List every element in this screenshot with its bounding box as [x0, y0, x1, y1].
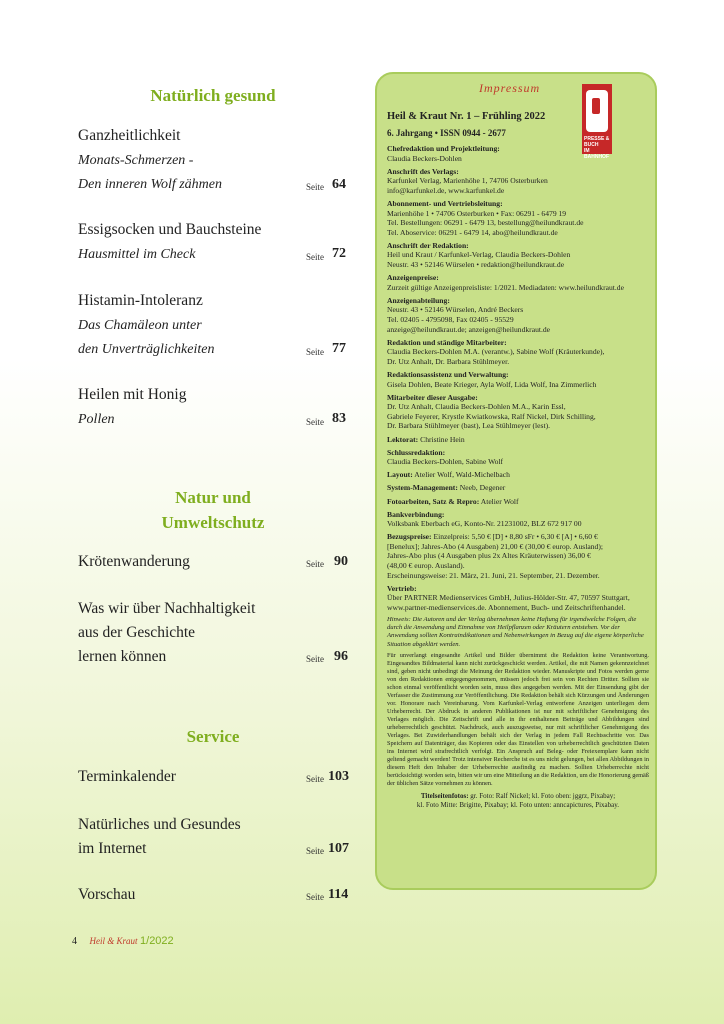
block-line: Erscheinungsweise: 21. März, 21. Juni, 21. September, 21. Dezember. [387, 570, 600, 580]
block-label: Schlussredaktion: [387, 447, 446, 457]
impressum-inline-block [387, 497, 649, 507]
bank-block [387, 510, 649, 529]
section-title-line: Natur und [175, 488, 251, 507]
footer-issue: 1/2022 [140, 935, 174, 947]
toc-subtitle: Den inneren Wolf zähmen [78, 177, 222, 192]
block-label: Titelseitenfotos: [420, 791, 469, 800]
logo-text: IM BAHNHOF [584, 148, 609, 160]
page-number: 114 [328, 887, 349, 902]
logo-text: PRESSE & BUCH [584, 136, 610, 148]
block-line: Christine Hein [420, 434, 465, 444]
impressum-block [387, 448, 649, 467]
section-title-service: Service [186, 727, 240, 746]
section-title-natuerlich-gesund: Natürlich gesund [150, 86, 276, 105]
block-label: System-Management: [387, 483, 458, 493]
toc-subtitle: Pollen [78, 412, 115, 427]
impressum-block [387, 199, 649, 237]
page-number: 64 [332, 177, 346, 192]
block-line: Zurzeit gültige Anzeigenpreisliste: 1/2021. Mediadaten: www.heilundkraut.de [387, 282, 624, 292]
page-number: 96 [334, 649, 348, 664]
block-label: Fotoarbeiten, Satz & Repro: [387, 496, 480, 506]
seite-label: Seite [306, 654, 324, 664]
seite-label: Seite [306, 774, 324, 784]
block-label: Bezugspreise: [387, 532, 432, 542]
block-line: Dr. Barbara Stühlmeyer (bast), Lea Stühlmeyer (lest). [387, 421, 551, 431]
toc-title: Krötenwanderung [78, 553, 190, 570]
seite-label: Seite [306, 252, 324, 262]
seite-label: Seite [306, 892, 324, 902]
block-label: Anzeigenabteilung: [387, 295, 450, 305]
legal-text: Für unverlangt eingesandte Artikel und Bilder übernimmt die Redaktion keine Verantwortung. Eingesandtes Bildmaterial kann nicht zurückgeschickt werden. Artikel, die mit Namen gekennzeichnet sind, geben nicht unbedingt die Meinung der Redaktion wieder. Manuskripte und Fotos werden gerne von den Redaktionen entgegengenommen, müssen jedoch frei sein von Rechten Dritter. Sollten sie schon einmal veröffentlicht worden sein, muss dies angegeben werden. Mit der Einsendung gibt der Verfasser die Zustimmung zur Veröffentlichung. Die Redaktion behält sich Kürzungen und Änderungen vor. Honorare nach Vereinbarung. Vom Karfunkel-Verlag entworfene Anzeigen unterliegen dem Urheberrecht. Der Abdruck in anderen Publikationen ist nur mit schriftlicher Genehmigung des Verlages möglich. Die Zeitschrift und alle in ihr enthaltenen Beiträge und Abbildungen sind urheberrechtlich geschützt. Nachdruck, auch auszugsweise, nur mit schriftlicher Genehmigung des Verlages. Bei Zuwiderhandlungen behält sich der Verlag in jedem Fall Rechtsschritte vor. Das Speichern auf Datenträger, das Kopieren oder das Einstellen von urheberrechtlich geschützten Daten ins Internet wird strafrechtlich verfolgt. Ein Anspruch auf Beleg- oder Freiexemplare kann nicht geltend gemacht werden! Trotz intensiver Recherche ist es uns nicht gelungen, bei allen Abbildungen in diesem Heft den Inhaber der Urheberrechte ausfindig zu machen. Sollten Urheberrechte nicht berücksichtigt worden sein, bitten wir um eine Mitteilung an die Redaktion, um die Honorierung gemäß der üblichen Sätze vornehmen zu können. [387, 651, 649, 787]
seite-label: Seite [306, 347, 324, 357]
block-label: Bankverbindung: [387, 509, 445, 519]
block-line: Marienhöhe 1 • 74706 Osterburken • Fax: 06291 - 6479 19 [387, 208, 567, 218]
block-label: Anzeigenpreise: [387, 273, 439, 283]
impressum-title: Heil & Kraut Nr. 1 – Frühling 2022 [387, 111, 546, 122]
section-title-line: Umweltschutz [161, 513, 265, 532]
block-line: Neeb, Degener [459, 483, 506, 493]
block-label: Chefredaktion und Projektleitung: [387, 144, 500, 153]
block-line: Tel. Aboservice: 06291 - 6479 14, abo@heilundkraut.de [387, 227, 558, 237]
page-number: 107 [328, 841, 349, 856]
block-label: Redaktion und ständige Mitarbeiter: [387, 337, 507, 347]
block-label: Vertrieb: [387, 583, 417, 593]
toc-subtitle: den Unverträglichkeiten [78, 342, 215, 357]
prices-block [387, 532, 649, 580]
block-line: Tel. 02405 - 4795098, Fax 02405 - 95529 [387, 315, 514, 324]
impressum-box [375, 72, 657, 890]
block-line: Einzelpreis: 5,50 € [D] • 8,80 sFr • 6,30 € [A] • 6,60 € [433, 532, 598, 542]
block-line: gr. Foto: Ralf Nickel; kl. Foto oben: jggrz, Pixabay; [470, 791, 616, 800]
toc-title: Vorschau [78, 886, 136, 903]
vertrieb-block [387, 584, 649, 613]
impressum-body [387, 144, 649, 810]
block-label: Layout: [387, 470, 413, 480]
page-number: 77 [332, 341, 346, 356]
footer-page-number: 4 [72, 936, 77, 947]
page-footer [72, 935, 174, 947]
footer-brand-logo: Heil & Kraut [89, 936, 138, 946]
section-title-natur-umweltschutz [83, 485, 343, 535]
block-line: Claudia Beckers-Dohlen, Sabine Wolf [387, 457, 504, 467]
block-label: Anschrift der Redaktion: [387, 240, 469, 250]
block-line: Atelier Wolf [480, 496, 519, 506]
block-line: www.partner-medienservices.de. Abonnement, Buch- und Zeitschriftenhandel. [387, 602, 626, 612]
block-label: Abonnement- und Vertriebsleitung: [387, 198, 503, 208]
toc-title: Terminkalender [78, 768, 176, 785]
seite-label: Seite [306, 182, 324, 192]
toc-title: Was wir über Nachhaltigkeit [78, 600, 256, 617]
block-line: Gabriele Feyerer, Krystle Kwiatkowska, Ralf Nickel, Dirk Schilling, [387, 411, 596, 421]
block-line: Jahres-Abo plus (4 Ausgaben plus 2x Altes Kräuterwissen) 36,00 € [387, 551, 591, 561]
page-number: 90 [334, 554, 348, 569]
seite-label: Seite [306, 846, 324, 856]
block-line: Gisela Dohlen, Beate Krieger, Ayla Wolf, Lida Wolf, Ina Zimmerlich [387, 379, 597, 389]
toc-title: Natürliches und Gesundes [78, 816, 241, 833]
toc-title: Ganzheitlichkeit [78, 127, 181, 144]
block-line: Dr. Utz Anhalt, Claudia Beckers-Dohlen M.A., Karin Essl, [387, 402, 566, 412]
block-line: info@karfunkel.de, www.karfunkel.de [387, 185, 505, 195]
impressum-block [387, 393, 649, 431]
impressum-subtitle: 6. Jahrgang • ISSN 0944 - 2677 [387, 128, 506, 138]
block-line: Über PARTNER Medienservices GmbH, Julius-Hölder-Str. 47, 70597 Stuttgart, [387, 593, 630, 603]
toc-title: lernen können [78, 648, 167, 665]
block-label: Anschrift des Verlags: [387, 166, 459, 176]
toc-subtitle: Monats-Schmerzen - [78, 153, 194, 168]
impressum-block [387, 370, 649, 389]
impressum-inline-block [387, 470, 649, 480]
impressum-header: Impressum [479, 81, 541, 95]
block-line: Atelier Wolf, Wald-Michelbach [414, 470, 510, 480]
block-line: [Benelux]; Jahres-Abo (4 Ausgaben) 21,00 € (30,00 € europ. Ausland); [387, 541, 603, 551]
photo-credits [387, 792, 649, 810]
block-line: Neustr. 43 • 52146 Würselen, André Beckers [387, 305, 524, 315]
toc-title: Heilen mit Honig [78, 386, 187, 403]
page-number: 72 [332, 246, 346, 261]
block-line: Claudia Beckers-Dohlen M.A. (verantw.), Sabine Wolf (Kräuterkunde), [387, 347, 605, 357]
block-line: Dr. Utz Anhalt, Dr. Barbara Stühlmeyer. [387, 356, 510, 366]
seite-label: Seite [306, 559, 324, 569]
toc-subtitle: Hausmittel im Check [78, 247, 196, 262]
hinweis-text: Hinweis: Die Autoren und der Verlag übernehmen keine Haftung für irgendwelche Folgen, die durch die Anwendung und Einnahme von Heilpflanzen oder Kräutern entstehen. Vor der Anwendung sollten Kontraindikationen und Nebenwirkungen in Bezug auf die eigene körperliche Situation abgeklärt werden. [387, 616, 644, 648]
toc-title: aus der Geschichte [78, 624, 196, 641]
block-line: kl. Foto Mitte: Brigitte, Pixabay; kl. Foto unten: anncapictures, Pixabay. [416, 800, 620, 809]
impressum-block [387, 338, 649, 367]
impressum-block [387, 296, 649, 334]
block-line: Claudia Beckers-Dohlen [387, 153, 462, 163]
toc-subtitle: Das Chamäleon unter [78, 318, 202, 333]
toc-title: im Internet [78, 840, 147, 857]
block-line: Karfunkel Verlag, Marienhöhe 1, 74706 Osterburken [387, 176, 548, 186]
impressum-inline-block [387, 483, 649, 493]
block-line: Neustr. 43 • 52146 Würselen • redaktion@heilundkraut.de [387, 260, 565, 270]
block-line: Heil und Kraut / Karfunkel-Verlag, Claudia Beckers-Dohlen [387, 250, 571, 260]
impressum-block [387, 273, 649, 292]
block-line: Volksbank Eberbach eG, Konto-Nr. 21231002, BLZ 672 917 00 [387, 519, 582, 529]
impressum-block [387, 144, 649, 163]
seite-label: Seite [306, 417, 324, 427]
impressum-block [387, 241, 649, 270]
page-number: 103 [328, 769, 349, 784]
page-number: 83 [332, 411, 346, 426]
block-line: (48,00 € europ. Ausland). [387, 561, 465, 571]
block-label: Mitarbeiter dieser Ausgabe: [387, 392, 478, 402]
toc-title: Essigsocken und Bauchsteine [78, 221, 262, 238]
block-line: Tel. Bestellungen: 06291 - 6479 13, bestellung@heilundkraut.de [387, 218, 584, 228]
impressum-inline-block [387, 435, 649, 445]
toc-title: Histamin-Intoleranz [78, 292, 203, 309]
block-label: Lektorat: [387, 434, 419, 444]
impressum-block [387, 167, 649, 196]
block-line: anzeige@heilundkraut.de; anzeigen@heilundkraut.de [387, 324, 551, 334]
block-label: Redaktionsassistenz und Verwaltung: [387, 369, 509, 379]
